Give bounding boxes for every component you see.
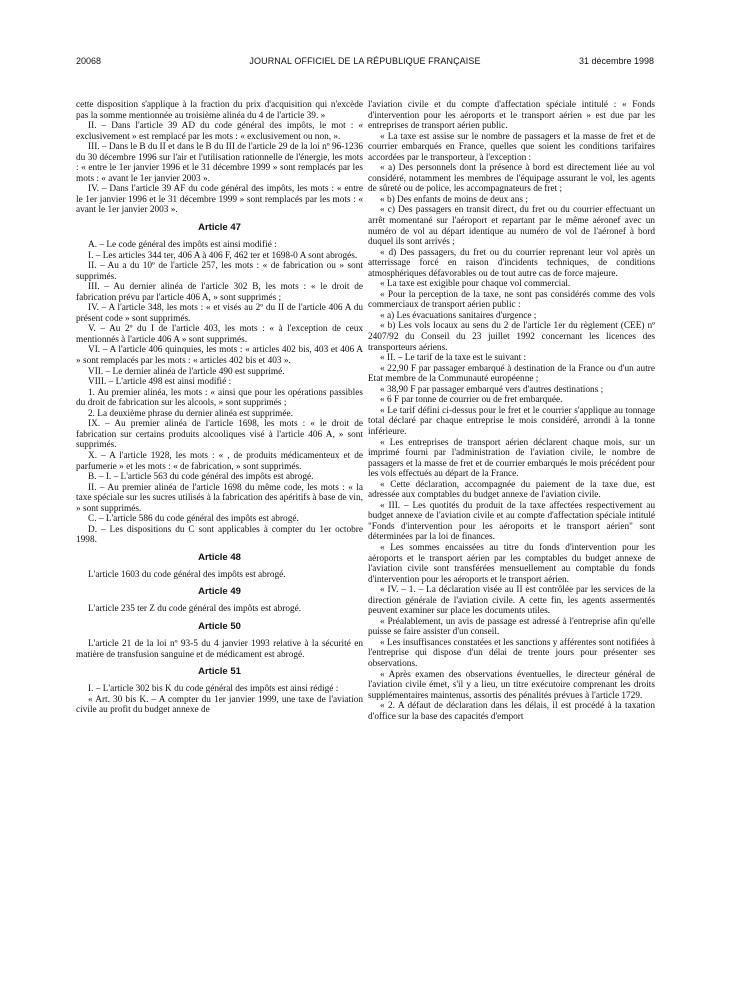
- paragraph: IV. – A l'article 348, les mots : « et visés au 2º du II de l'article 406 A du présent code » sont supprimés.: [76, 303, 363, 324]
- article-heading: Article 49: [198, 586, 241, 598]
- paragraph: « Le tarif défini ci-dessus pour le fret et le courrier s'applique au tonnage total déclaré par chaque entreprise le mois considéré, arrondi à la tonne inférieure.: [368, 405, 655, 437]
- article-heading: Article 50: [198, 620, 241, 632]
- paragraph: III. – Dans le B du II et dans le B du III de l'article 29 de la loi nº 96-1236 du 30 décembre 1996 sur l'air et l'utilisation rationnelle de l'énergie, les mots : « entre le 1er janvier 1996 et le 31 décembre 1999 » sont remplacés par les mots : « avant le 1er janvier 2003 ».: [76, 142, 363, 184]
- paragraph: VI. – A l'article 406 quinquies, les mots : « articles 402 bis, 403 et 406 A » sont remplacés par les mots : « articles 402 bis et 403 ».: [76, 345, 363, 367]
- paragraph: « Préalablement, un avis de passage est adressé à l'entreprise afin qu'elle puisse se faire assister d'un conseil.: [368, 616, 655, 638]
- paragraph: « Art. 30 bis K. – A compter du 1er janvier 1999, une taxe de l'aviation civile au profit du budget annexe de: [76, 694, 363, 716]
- article-heading: Article 51: [198, 666, 241, 678]
- paragraph: 2. La deuxième phrase du dernier alinéa est supprimée.: [88, 408, 293, 419]
- paragraph: « b) Des enfants de moins de deux ans ;: [380, 194, 528, 205]
- paragraph: « II. – Le tarif de la taxe est le suivant :: [380, 353, 527, 364]
- paragraph: 1. Au premier alinéa, les mots : « ainsi que pour les opérations passibles du droit de fabrication sur les alcools, » sont supprimés ;: [76, 387, 363, 409]
- paragraph: « d) Des passagers, du fret ou du courrier reprenant leur vol après un atterrissage forcé en raison d'incidents techniques, de conditions atmosphériques défavorables ou de tout autre cas de force majeure.: [368, 247, 655, 279]
- paragraph: « III. – Les quotités du produit de la taxe affectées respectivement au budget annexe de l'aviation civile et au compte d'affectation spéciale intitulé "Fonds d'intervention pour les aéroports et le transport aérien" sont déterminées par la loi de finances.: [368, 500, 655, 543]
- paragraph: l'aviation civile et du compte d'affectation spéciale intitulé : « Fonds d'intervention pour les aéroports et le transport aérien » est due par les entreprises de transport aérien public.: [368, 100, 655, 132]
- paragraph: « IV. – 1. – La déclaration visée au II est contrôlée par les services de la direction générale de l'aviation civile. A cette fin, les agents assermentés peuvent examiner sur place les documents utiles.: [368, 585, 655, 617]
- page-header: [76, 54, 654, 68]
- article-heading: Article 48: [198, 551, 241, 563]
- paragraph: I. – L'article 302 bis K du code général des impôts est ainsi rédigé :: [88, 684, 339, 695]
- right-column: [368, 100, 655, 722]
- paragraph: « Les sommes encaissées au titre du fonds d'intervention pour les aéroports et le transport aérien par les comptables du budget annexe de l'aviation civile sont transférées mensuellement au comptable du fonds d'intervention pour les aéroports et le transport aérien.: [368, 542, 655, 585]
- paragraph: L'article 1603 du code général des impôts est abrogé.: [88, 569, 286, 580]
- paragraph: « 38,90 F par passager embarqué vers d'autres destinations ;: [380, 384, 604, 395]
- paragraph: « La taxe est assise sur le nombre de passagers et la masse de fret et de courrier embarqués en France, quelles que soient les conditions tarifaires accordées par le transporteur, à l'exception :: [368, 131, 655, 163]
- paragraph: « a) Les évacuations sanitaires d'urgence ;: [380, 310, 537, 321]
- paragraph: VII. – Le dernier alinéa de l'article 490 est supprimé.: [88, 366, 285, 377]
- paragraph: IX. – Au premier alinéa de l'article 1698, les mots : « le droit de fabrication sur certains produits alcooliques visé à l'article 406 A, » sont supprimés.: [76, 419, 363, 451]
- paragraph: B. – I. – L'article 563 du code général des impôts est abrogé.: [88, 472, 314, 483]
- left-column: [76, 100, 363, 716]
- paragraph: II. – Dans l'article 39 AD du code général des impôts, le mot : « exclusivement » est remplacé par les mots : « exclusivement ou non, ».: [76, 121, 363, 142]
- publication-date: 31 décembre 1998: [578, 56, 654, 66]
- paragraph: L'article 235 ter Z du code général des impôts est abrogé.: [88, 604, 302, 615]
- paragraph: I. – Les articles 344 ter, 406 A à 406 F, 462 ter et 1698-0 A sont abrogés.: [88, 250, 358, 261]
- paragraph: III. – Au dernier alinéa de l'article 302 B, les mots : « le droit de fabrication prévu par l'article 406 A, » sont supprimés ;: [76, 282, 363, 303]
- paragraph: II. – Au a du 10º de l'article 257, les mots : « de fabrication ou » sont supprimés.: [76, 261, 363, 282]
- paragraph: D. – Les dispositions du C sont applicables à compter du 1er octobre 1998.: [76, 524, 363, 546]
- paragraph: V. – Au 2º du I de l'article 403, les mots : « à l'exception de ceux mentionnés à l'article 406 A » sont supprimés.: [76, 324, 363, 345]
- paragraph: « Après examen des observations éventuelles, le directeur général de l'aviation civile émet, s'il y a lieu, un titre exécutoire comprenant les droits supplémentaires maintenus, assortis des pénalités prévues à l'article 1729.: [368, 669, 655, 701]
- paragraph: « b) Les vols locaux au sens du 2 de l'article 1er du règlement (CEE) nº 2407/92 du Conseil du 23 juillet 1992 concernant les licences des transporteurs aériens.: [368, 321, 655, 353]
- paragraph: « Pour la perception de la taxe, ne sont pas considérés comme des vols commerciaux de transport aérien public :: [368, 289, 655, 311]
- paragraph: II. – Au premier alinéa de l'article 1698 du même code, les mots : « la taxe spéciale sur les sucres utilisés à la fabrication des apéritifs à base de vin, » sont supprimés.: [76, 482, 363, 514]
- article-heading: Article 47: [198, 222, 241, 234]
- paragraph: IV. – Dans l'article 39 AF du code général des impôts, les mots : « entre le 1er janvier 1996 et le 31 décembre 1999 » sont remplacés par les mots : « avant le 1er janvier 2003 ».: [76, 184, 363, 216]
- page-number: 20068: [76, 56, 102, 66]
- journal-title: JOURNAL OFFICIEL DE LA RÉPUBLIQUE FRANÇAISE: [249, 56, 481, 66]
- paragraph: « 6 F par tonne de courrier ou de fret embarquée.: [380, 395, 563, 406]
- paragraph: « Cette déclaration, accompagnée du paiement de la taxe due, est adressée aux comptables du budget annexe de l'aviation civile.: [368, 479, 655, 501]
- paragraph: « Les insuffisances constatées et les sanctions y afférentes sont notifiées à l'entreprise qui dispose d'un délai de trente jours pour présenter ses observations.: [368, 637, 655, 669]
- paragraph: « c) Des passagers en transit direct, du fret ou du courrier effectuant un arrêt momentané sur l'aéroport et repartant par le même aéronef avec un numéro de vol au départ identique au numéro de vol de l'aéronef à bord duquel ils sont arrivés ;: [368, 205, 655, 248]
- paragraph: « 2. A défaut de déclaration dans les délais, il est procédé à la taxation d'office sur la base des capacités d'emport: [368, 701, 655, 722]
- paragraph: VIII. – L'article 498 est ainsi modifié :: [88, 377, 232, 388]
- paragraph: C. – L'article 586 du code général des impôts est abrogé.: [88, 514, 299, 525]
- paragraph: cette disposition s'applique à la fraction du prix d'acquisition qui n'excède pas la somme mentionnée au troisième alinéa du 4 de l'article 39. »: [76, 100, 363, 121]
- paragraph: L'article 21 de la loi nº 93-5 du 4 janvier 1993 relative à la sécurité en matière de transfusion sanguine et de médicament est abrogé.: [76, 638, 363, 660]
- paragraph: « 22,90 F par passager embarqué à destination de la France ou d'un autre Etat membre de la Communauté européenne ;: [368, 363, 655, 385]
- paragraph: X. – A l'article 1928, les mots : « , de produits médicamenteux et de parfumerie » et les mots : « de fabrication, » sont supprimés.: [76, 450, 363, 472]
- paragraph: « La taxe est exigible pour chaque vol commercial.: [380, 279, 571, 290]
- paragraph: A. – Le code général des impôts est ainsi modifié :: [88, 240, 277, 251]
- paragraph: « a) Des personnels dont la présence à bord est directement liée au vol considéré, notamment les membres de l'équipage assurant le vol, les agents de sûreté ou de police, les accompagnateurs de fret ;: [368, 163, 655, 195]
- paragraph: « Les entreprises de transport aérien déclarent chaque mois, sur un imprimé fourni par l'administration de l'aviation civile, le nombre de passagers et la masse de fret et de courrier embarqués le mois précédent pour les vols effectués au départ de la France.: [368, 437, 655, 480]
